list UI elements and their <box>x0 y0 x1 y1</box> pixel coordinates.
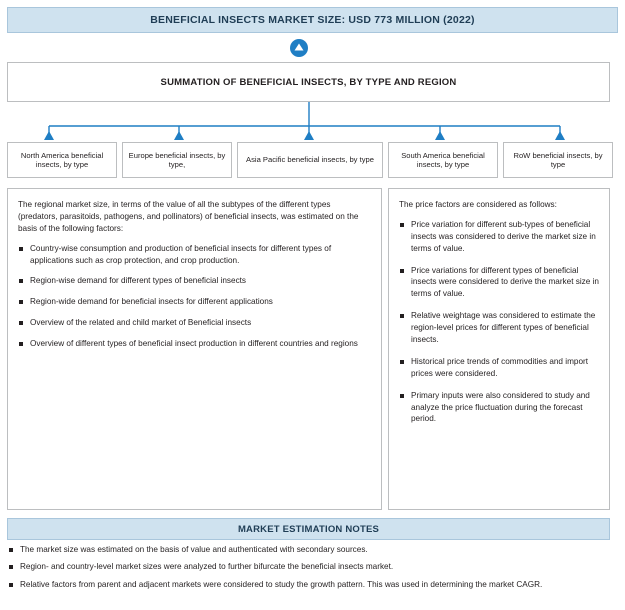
notes-list <box>7 544 610 590</box>
square-bullet-icon <box>9 583 13 587</box>
region-box-row <box>7 142 618 178</box>
region-box-asia-pacific[interactable] <box>237 142 383 178</box>
region-box-label: South America beneficial insects, by type <box>401 150 485 169</box>
square-bullet-icon <box>19 342 23 346</box>
list-item <box>7 579 610 590</box>
region-box-south-america[interactable] <box>388 142 498 178</box>
list-item-text: Region-wide demand for beneficial insects for different applications <box>30 297 273 307</box>
circle-up-arrow-icon <box>289 38 309 58</box>
left-panel-intro: The regional market size, in terms of the value of all the subtypes of the different types (predators, parasitoids, pathogens, and pollinators) of beneficial insects, was estimated on the basis of the following factors: <box>18 200 359 233</box>
square-bullet-icon <box>400 314 404 318</box>
notes-title: MARKET ESTIMATION NOTES <box>237 523 380 535</box>
square-bullet-icon <box>19 247 23 251</box>
square-bullet-icon <box>400 360 404 364</box>
square-bullet-icon <box>19 279 23 283</box>
list-item <box>399 310 599 346</box>
list-item <box>18 243 371 267</box>
right-panel-list <box>399 219 599 425</box>
list-item-text: Region-wise demand for different types of beneficial insects <box>30 276 247 286</box>
square-bullet-icon <box>19 321 23 325</box>
list-item <box>7 561 610 572</box>
square-bullet-icon <box>9 548 13 552</box>
square-bullet-icon <box>400 269 404 273</box>
list-item-text: Historical price trends of commodities and import prices were considered. <box>411 356 589 378</box>
region-box-label: RoW beneficial insects, by type <box>513 150 603 169</box>
region-box-label: North America beneficial insects, by type <box>20 150 104 169</box>
regional-market-size-panel <box>7 188 382 510</box>
summation-box <box>7 62 610 102</box>
right-panel-intro: The price factors are considered as follows: <box>399 200 557 209</box>
page-title: BENEFICIAL INSECTS MARKET SIZE: USD 773 MILLION (2022) <box>150 14 475 26</box>
market-size-title-bar <box>7 7 618 33</box>
region-box-row[interactable] <box>503 142 613 178</box>
list-item-text: Region- and country-level market sizes were analyzed to further bifurcate the beneficial insects market. <box>20 562 394 572</box>
list-item-text: Relative factors from parent and adjacent markets were considered to study the growth pattern. This was used in determining the market CAGR. <box>20 579 543 589</box>
list-item-text: Overview of the related and child market of Beneficial insects <box>30 318 252 328</box>
region-box-label: Asia Pacific beneficial insects, by type <box>246 155 374 165</box>
region-box-north-america[interactable] <box>7 142 117 178</box>
market-estimation-notes-header <box>7 518 610 540</box>
list-item <box>18 296 371 308</box>
region-box-europe[interactable] <box>122 142 232 178</box>
branch-connector-icon <box>0 100 625 145</box>
list-item <box>399 356 599 380</box>
square-bullet-icon <box>9 565 13 569</box>
list-item <box>18 317 371 329</box>
list-item-text: Price variations for different types of beneficial insects were considered to derive the market size in terms of value. <box>411 265 599 299</box>
square-bullet-icon <box>400 223 404 227</box>
summation-label: SUMMATION OF BENEFICIAL INSECTS, BY TYPE AND REGION <box>160 76 457 88</box>
list-item-text: Price variation for different sub-types of beneficial insects was considered to derive the market size in terms of value. <box>411 219 596 253</box>
list-item <box>399 390 599 426</box>
list-item <box>18 275 371 287</box>
square-bullet-icon <box>19 300 23 304</box>
list-item-text: Relative weightage was considered to estimate the region-level prices for different types of beneficial insects. <box>411 311 596 345</box>
price-factors-panel <box>388 188 610 510</box>
list-item <box>18 338 371 350</box>
list-item <box>399 265 599 301</box>
left-panel-list <box>18 243 371 350</box>
list-item-text: The market size was estimated on the basis of value and authenticated with secondary sources. <box>20 545 368 554</box>
region-box-label: Europe beneficial insects, by type, <box>128 150 226 169</box>
list-item <box>399 219 599 255</box>
market-estimation-notes-body <box>7 544 610 596</box>
square-bullet-icon <box>400 394 404 398</box>
list-item-text: Country-wise consumption and production of beneficial insects for different types of applications such as crop protection, and crop production. <box>30 243 332 265</box>
list-item-text: Overview of different types of beneficial insect production in different countries and regions <box>30 339 358 349</box>
list-item <box>7 544 610 555</box>
list-item-text: Primary inputs were also considered to study and analyze the price fluctuation during the forecast period. <box>411 390 590 424</box>
